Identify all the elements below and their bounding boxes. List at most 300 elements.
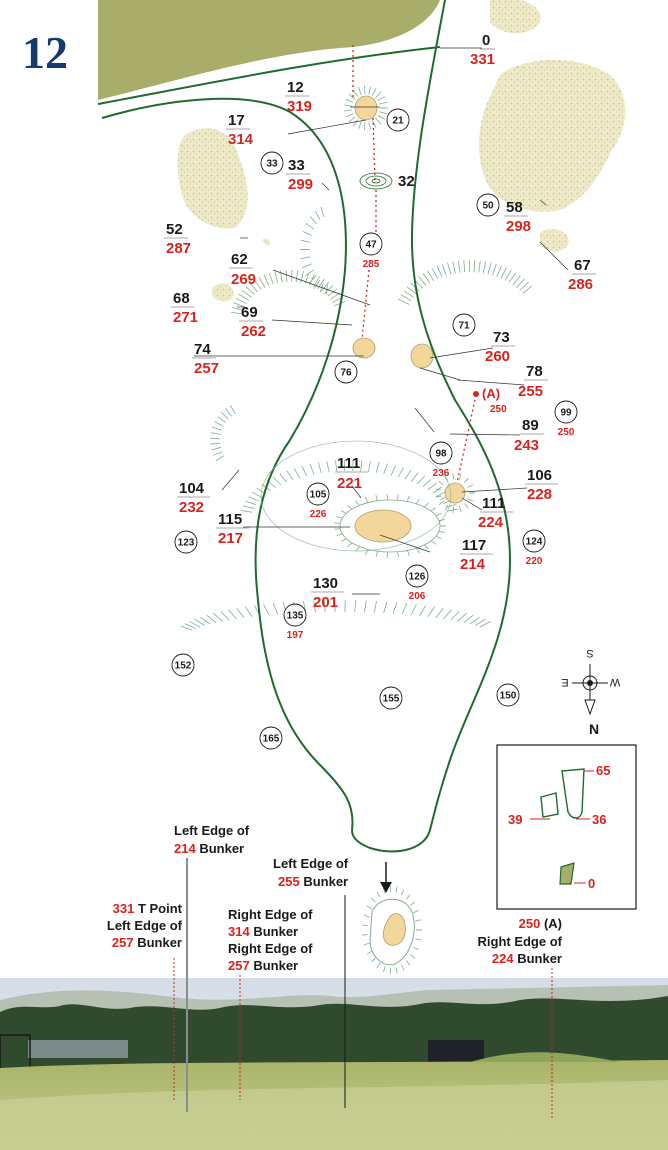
rough-hatch-line [415,920,421,921]
rough-hatch-line [444,610,452,619]
distance-from-tee-d69: 69 [241,304,258,321]
callout-1-line2: Left Edge of [106,918,182,933]
rough-hatch-line [410,902,415,906]
distance-from-tee-d115: 115 [218,511,243,528]
distance-from-tee-d78: 78 [526,363,543,380]
bunker-73 [411,344,433,368]
distance-from-tee-d17: 17 [228,112,245,129]
rough-hatch-line [346,114,353,117]
rough-hatch-line [359,121,362,129]
compass [561,647,620,737]
rough-hatch-line [424,545,428,549]
rough-hatch-line [286,270,287,282]
rough-hatch-line [264,275,269,286]
rough-hatch-line [424,503,428,507]
hole-number: 12 [22,27,68,78]
rough-hatch-line [509,273,516,283]
rough-hatch-line [497,266,502,277]
rough-hatch-line [523,286,532,294]
callout-2-line2: 214 Bunker [174,841,245,856]
rough-hatch-line [470,617,480,624]
rough-hatch-line [423,273,430,283]
rough-hatch-line [439,501,444,505]
rough-hatch-line [416,548,419,553]
rough-hatch-line [413,910,418,913]
rough-hatch-line [243,506,254,509]
rough-hatch-line [355,600,356,612]
callout-1-line1: 331 T Point [112,901,182,916]
distance-from-tee-d58: 58 [506,199,523,216]
rough-hatch-line [211,447,221,449]
rough-hatch-line [327,461,329,472]
rough-hatch-line [376,495,378,501]
distance-from-tee-tee-0: 0 [482,32,491,49]
rough-hatch-line [344,110,352,111]
rough-hatch-line [458,613,467,621]
rough-hatch-line [310,464,314,474]
rough-hatch-line [483,261,485,273]
marker-number: 76 [340,367,352,379]
compass-w: W [609,676,621,688]
distance-marker-c99 [555,401,577,438]
rough-hatch-line [214,422,223,427]
rough-hatch-line [402,965,404,971]
rough-hatch-line [341,539,346,542]
bunker-117 [355,510,411,542]
compass-n: N [588,721,600,737]
rough-hatch-line [379,102,387,104]
rough-hatch-line [384,602,387,614]
rough-hatch-line [398,552,399,558]
green-zero-patch [560,863,574,884]
rough-hatch-line [356,547,360,552]
rough-hatch-line [437,266,442,277]
distance-from-tee-d117: 117 [462,537,487,554]
tee-area [370,862,414,965]
rough-hatch-line [501,268,506,279]
leader-line [458,380,524,385]
compass-s: S [586,647,594,659]
rough-hatch-line [474,260,475,272]
distance-from-tee-d89: 89 [522,417,539,434]
rough-hatch-line [420,605,426,615]
leader-line [450,434,520,435]
rough-hatch-line [393,602,397,613]
distance-to-green-d106: 228 [527,486,553,503]
rough-hatch-line [376,462,379,473]
rough-hatch-line [488,262,491,274]
distance-from-tee-d52: 52 [166,221,183,238]
rough-hatch-line [249,497,259,501]
bunker-12 [355,96,377,120]
rough-hatch-line [377,892,380,897]
rough-hatch-line [413,947,418,950]
distance-from-tee-d104: 104 [179,480,205,497]
rough-hatch-line [306,223,314,229]
rough-hatch-line [310,216,317,223]
leader-line [462,488,527,492]
rough-hatch-line [505,270,511,280]
distance-marker-c150 [497,684,519,706]
rough-hatch-line [401,890,403,896]
distance-to-green-d67: 286 [568,276,594,293]
distance-marker-c135 [284,604,306,641]
distance-marker-c152 [172,654,194,676]
rough-hatch-line [241,511,252,513]
rough-hatch-line [427,271,433,281]
rough-hatch-line [464,260,465,272]
distance-marker-c126 [406,565,428,602]
marker-number: 124 [525,536,543,548]
rough-hatch-line [411,473,418,482]
rough-hatch-line [301,257,311,259]
rough-hatch-line [405,470,411,479]
rough-hatch-line [362,934,368,935]
distance-marker-c123 [175,531,197,553]
rough-hatch-line [451,611,459,620]
rough-hatch-line [376,118,381,124]
rough-hatch-line [459,474,461,480]
rough-hatch-line [520,282,529,290]
marker-number: 135 [286,610,304,622]
rough-hatch-line [353,90,358,97]
rough-hatch-line [213,613,222,621]
photo-callouts [107,823,563,973]
marker-a-label: (A) [482,386,501,401]
distance-from-tee-d111a: 111 [337,455,361,472]
rough-hatch-line [242,290,252,297]
rough-hatch-line [337,516,343,518]
rough-small-greenside [262,239,270,246]
callout-4-line2: 255 Bunker [278,874,349,889]
rough-hatch-line [468,485,473,487]
rough-hatch-line [264,604,269,615]
rough-hatch-line [371,898,375,902]
rough-hatch-line [365,497,368,502]
rough-hatch-line [397,494,398,500]
distance-to-green-d62: 269 [231,271,257,288]
callout-3-line1: Right Edge of [228,907,313,922]
rough-hatch-line [349,94,355,99]
gorse-patch-right [479,60,625,212]
green-label-65: 65 [596,763,611,778]
distance-to-green-d111a: 221 [337,475,363,492]
rough-hatch-line [318,463,321,474]
marker-number: 150 [499,690,517,702]
rough-hatch-line [364,86,365,94]
rough-hatch-line [401,295,411,301]
rough-hatch-line [513,276,521,285]
rough-hatch-line [404,291,414,298]
callout-5-line1: 250 (A) [518,916,562,931]
callout-3-line4: 257 Bunker [228,958,299,973]
marker-to-green: 226 [309,509,327,520]
distance-to-green-d33: 299 [288,176,314,193]
distance-to-green-d89: 243 [514,437,540,454]
distance-from-tee-d67: 67 [574,257,591,274]
marker-number: 152 [174,660,192,672]
distance-to-green-d52: 287 [166,240,192,257]
rough-hatch-line [436,536,442,538]
rough-hatch-line [464,478,468,482]
tee-box [383,914,405,946]
rough-hatch-line [431,508,436,511]
rough-hatch-line [341,511,346,514]
distance-marker-c155 [380,687,402,709]
rough-hatch-line [423,479,431,486]
rough-hatch-line [216,455,225,460]
rough-hatch-line [236,298,247,303]
leader-line [415,408,434,432]
rough-hatch-line [305,270,313,276]
distance-from-tee-d12: 12 [287,79,304,96]
leader-line [222,470,239,490]
rough-hatch-line [213,452,222,456]
rough-hatch-line [362,925,368,926]
rough-hatch-line [378,97,385,101]
rough-hatch-line [221,412,228,419]
rough-hatch-line [439,531,445,532]
marker-number: 50 [482,200,494,212]
distance-from-tee-d62: 62 [231,251,248,268]
rough-hatch-line [383,966,385,972]
green-label-39: 39 [508,812,523,827]
green-inset [497,745,636,909]
rough-hatch-line [365,122,366,130]
rough-hatch-line [374,601,377,613]
rough-hatch-line [396,887,397,893]
rough-hatch-line [372,88,376,95]
rough-patch [490,0,541,33]
callout-3-line2: 314 Bunker [228,924,299,939]
rough-hatch-line [398,468,403,478]
rough-hatch-line [369,86,371,94]
rough-hatch-line [431,541,436,544]
rough-hatch-line [221,611,229,620]
rough-hatch-line [368,461,370,472]
distance-to-green-d117: 214 [460,556,486,573]
distance-to-green-d12: 319 [287,98,313,115]
rough-hatch-line [407,550,409,556]
leader-line [380,535,430,552]
rough-hatch-line [273,603,278,614]
rough-hatch-line [280,474,287,482]
distance-marker-c71 [453,314,475,336]
rough-small-67 [540,229,569,251]
callout-4-line1: Left Edge of [273,856,349,871]
rough-hatch-line [302,466,307,476]
distance-from-tee-d130: 130 [313,575,339,592]
rough-hatch-line [346,99,353,102]
rough-hatch-line [239,294,249,300]
rough-hatch-line [212,427,221,430]
rough-hatch-line [458,261,460,273]
fairway-right-line [98,0,510,851]
rough-hatch-line [371,958,375,962]
rough-hatch-line [259,277,265,287]
marker-number: 71 [458,320,470,332]
leader-line [272,320,352,325]
rough-hatch-line [367,906,372,909]
rough-hatch-line [348,543,353,547]
rough-hatch-line [402,603,407,614]
rough-hatch-line [294,468,300,477]
rough-hatch-line [347,505,352,509]
rough-hatch-line [359,87,362,95]
rough-hatch-line [396,967,397,973]
rough-hatch-line [364,600,366,612]
rough-hatch-line [302,264,311,268]
distance-to-green-d74: 257 [194,360,220,377]
distance-to-green-d73: 260 [485,348,511,365]
marker-number: 47 [365,239,377,251]
rough-hatch-line [442,264,446,275]
north-arrow-icon [585,700,595,714]
rough-hatch-line [516,279,524,288]
rough-hatch-line [226,408,232,416]
rough-hatch-line [428,483,437,490]
rough-hatch-line [415,939,421,940]
rough-hatch-line [445,505,448,510]
marker-number: 123 [177,537,195,549]
rough-hatch-line [464,503,468,507]
distance-from-tee-d111b: 111 [482,495,506,512]
distance-to-green-tee-0: 331 [470,51,496,68]
leader-line [322,183,329,190]
marker-number: 155 [382,693,400,705]
rough-hatch-line [439,481,444,485]
rough-hatch-line [428,607,435,617]
marker-number: 33 [266,158,278,170]
rough-hatch-line [398,299,409,304]
distance-from-tee-d106: 106 [527,467,553,484]
rough-hatch-line [200,617,210,624]
rough-hatch-line [356,501,360,506]
distance-from-tee-d33: 33 [288,157,305,174]
distance-from-tee-d74: 74 [194,341,211,358]
marker-to-green: 236 [432,468,450,479]
distance-marker-c47 [360,233,382,270]
rough-hatch-line [287,471,293,480]
marker-number: 99 [560,407,572,419]
previous-green [98,0,440,100]
rough-hatch-line [448,263,451,275]
distance-to-green-d68: 271 [173,309,199,326]
rough-hatch-line [365,549,368,554]
distance-from-tee-d32: 32 [398,173,415,190]
rough-hatch-line [337,534,343,536]
marker-number: 105 [309,489,327,501]
rough-hatch-line [207,615,216,622]
rough-hatch-line [217,417,225,423]
marker-number: 98 [435,448,447,460]
rough-hatch-line [237,608,244,618]
marker-a-dot [473,391,479,397]
rough-hatch-line [459,506,461,512]
rough-hatch-line [364,943,370,945]
marker-to-green: 285 [362,259,380,270]
rough-hatch-line [377,963,380,968]
distance-to-green-d17: 314 [228,131,254,148]
callout-3-line3: Right Edge of [228,941,313,956]
rough-hatch-line [181,626,192,630]
bunker-106 [445,483,465,503]
rough-hatch-line [479,261,481,273]
rough-hatch-line [391,465,396,475]
distance-to-green-d130: 201 [313,594,339,611]
callout-2-line1: Left Edge of [174,823,250,838]
rough-hatch-line [407,496,409,502]
rough-hatch-line [361,460,362,471]
rough-hatch-line [334,523,340,524]
rough-hatch-line [419,276,427,285]
rough-hatch-line [321,207,324,217]
distance-to-green-d104: 232 [179,499,205,516]
callout-5-line3: 224 Bunker [491,951,562,966]
rough-hatch-line [416,499,419,504]
rough-hatch-line [369,122,371,130]
rough-hatch-line [273,477,281,485]
rough-hatch-line [468,499,473,501]
distance-to-green-d58: 298 [506,218,532,235]
rough-hatch-line [436,608,443,618]
rough-hatch-line [376,551,377,557]
rough-hatch-line [492,264,496,275]
bunker-69 [353,338,375,358]
rough-hatch-line [269,273,273,284]
rough-hatch-line [301,271,304,283]
contour-mound [360,173,392,189]
marker-number: 126 [408,571,426,583]
aim-line-a [455,395,476,492]
distance-marker-c98 [430,442,452,479]
green-label-0: 0 [588,876,596,891]
marker-number: 21 [392,115,404,127]
rough-hatch-line [211,433,221,435]
distance-marker-c76 [335,361,357,383]
distance-marker-c165 [260,727,282,749]
marker-to-green: 206 [408,591,426,602]
leader-line [288,120,366,134]
rough-hatch-line [303,231,312,235]
rough-hatch-line [229,610,237,619]
rough-hatch-line [230,405,235,414]
rough-hatch-line [376,92,381,98]
rough-hatch-line [315,211,320,220]
rough-hatch-line [436,513,442,515]
marker-a-yards: 250 [490,404,507,415]
rough-hatch-line [334,529,340,530]
compass-e: E [561,676,569,688]
marker-to-green: 197 [286,630,304,641]
distance-to-green-d111b: 224 [478,514,504,531]
distance-marker-c105 [307,483,329,520]
rough-hatch-line [480,621,491,627]
leader-line [430,348,493,358]
callout-1-line3: 257 Bunker [111,935,182,950]
rough-hatch-line [406,960,410,965]
rough-hatch-line [379,112,387,114]
rough-hatch-line [410,954,415,958]
rough-hatch-line [464,615,473,622]
rough-hatch-line [411,604,416,615]
distance-from-tee-d68: 68 [173,290,190,307]
distance-marker-c21 [387,109,409,131]
marker-to-green: 220 [525,556,543,567]
rough-hatch-line [453,262,456,274]
rough-hatch-line [367,951,372,954]
rough-hatch-line [378,115,385,119]
